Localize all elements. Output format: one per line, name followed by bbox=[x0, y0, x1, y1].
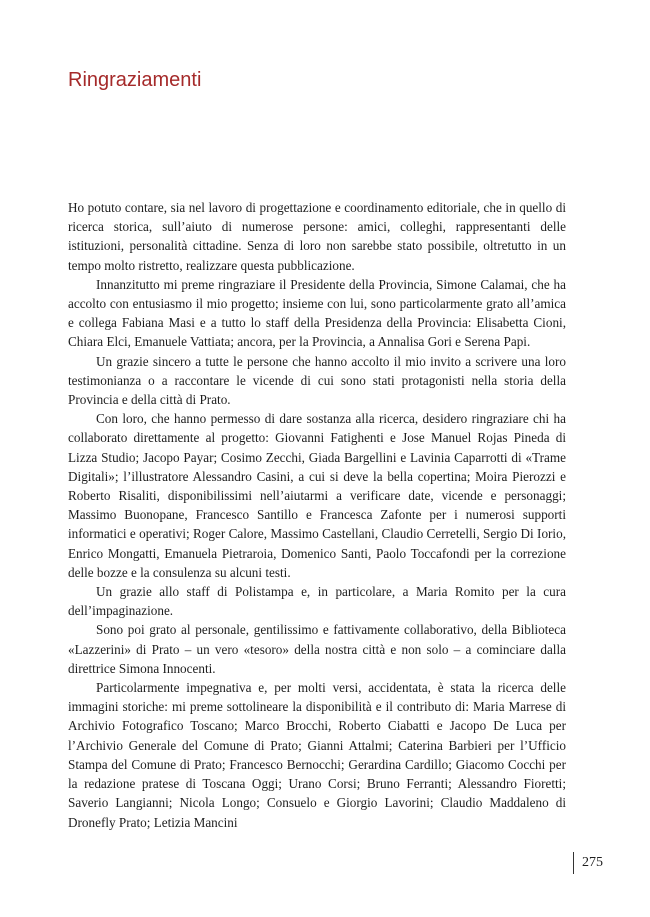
page-number: 275 bbox=[573, 852, 603, 874]
paragraph: Ho potuto contare, sia nel lavoro di progettazione e coordinamento editoriale, che in quello di ricerca storica, sull’aiuto di numerose persone: amici, colleghi, rappresentanti delle istituzioni, personalità cittadine. Senza di loro non sarebbe stato possibile, oltretutto in un tempo molto ristretto, realizzare questa pubblicazione. bbox=[68, 200, 566, 273]
paragraph: Innanzitutto mi preme ringraziare il Presidente della Provincia, Simone Calamai, che ha accolto con entusiasmo il mio progetto; insieme con lui, sono particolarmente grato all’amica e collega Fabiana Masi e a tutto lo staff della Presidenza della Provincia: Elisabetta Cioni, Chiara Elci, Emanuele Vattiata; ancora, per la Provincia, a Annalisa Gori e Serena Papi. bbox=[68, 276, 566, 350]
chapter-heading: Ringraziamenti bbox=[68, 69, 202, 91]
paragraph: Particolarmente impegnativa e, per molti versi, accidentata, è stata la ricerca delle immagini storiche: mi preme sottolineare la disponibilità e il contributo di: Maria Marrese di Archivio Fotografico Toscano; Marco Brocchi, Roberto Ciabatti e Jacopo De Luca per l’Archivio Generale del Comune di Prato; Gianni Attalmi; Caterina Barbieri per l’Ufficio Stampa del Comune di Prato; Francesco Bernocchi; Gerardina Cardillo; Giacomo Cocchi per la redazione pratese di Toscana Oggi; Urano Corsi; Bruno Ferranti; Alessandro Fioretti; Saverio Langianni; Nicola Longo; Consuelo e Giorgio Lavorini; Claudio Maddaleno di Dronefly Prato; Letizia Mancini bbox=[68, 680, 566, 830]
paragraph: Un grazie sincero a tutte le persone che hanno accolto il mio invito a scrivere una loro testimonianza o a raccontare le vicende di cui sono stati protagonisti nella storia della Provincia e della città di Prato. bbox=[68, 353, 566, 408]
paragraph: Sono poi grato al personale, gentilissimo e fattivamente collaborativo, della Biblioteca «Lazzerini» di Prato – un vero «tesoro» della nostra città e non solo – a cominciare dalla direttrice Simona Innocenti. bbox=[68, 622, 566, 676]
paragraph: Con loro, che hanno permesso di dare sostanza alla ricerca, desidero ringraziare chi ha collaborato direttamente al progetto: Giovanni Fatighenti e Jose Manuel Rojas Pineda di Lizza Studio; Jacopo Payar; Cosimo Zecchi, Giada Bargellini e Lavinia Caparrotti di «Trame Digitali»; l’illustratore Alessandro Casini, a cui si deve la bella copertina; Moira Pierozzi e Roberto Risaliti, disponibilissimi nell’aiutarmi a verificare date, vicende e personaggi; Massimo Buonopane, Francesco Santillo e Francesca Zafonte per i numerosi supporti informatici e operativi; Roger Calore, Massimo Castellani, Claudio Cerretelli, Sergio Di Iorio, Enrico Mongatti, Emanuela Pietraroia, Domenico Santi, Paolo Toccafondi per la correzione delle bozze e la consulenza su alcuni testi. bbox=[68, 411, 566, 580]
body-text bbox=[68, 198, 566, 832]
paragraph: Un grazie allo staff di Polistampa e, in particolare, a Maria Romito per la cura dell’impaginazione. bbox=[68, 584, 566, 619]
